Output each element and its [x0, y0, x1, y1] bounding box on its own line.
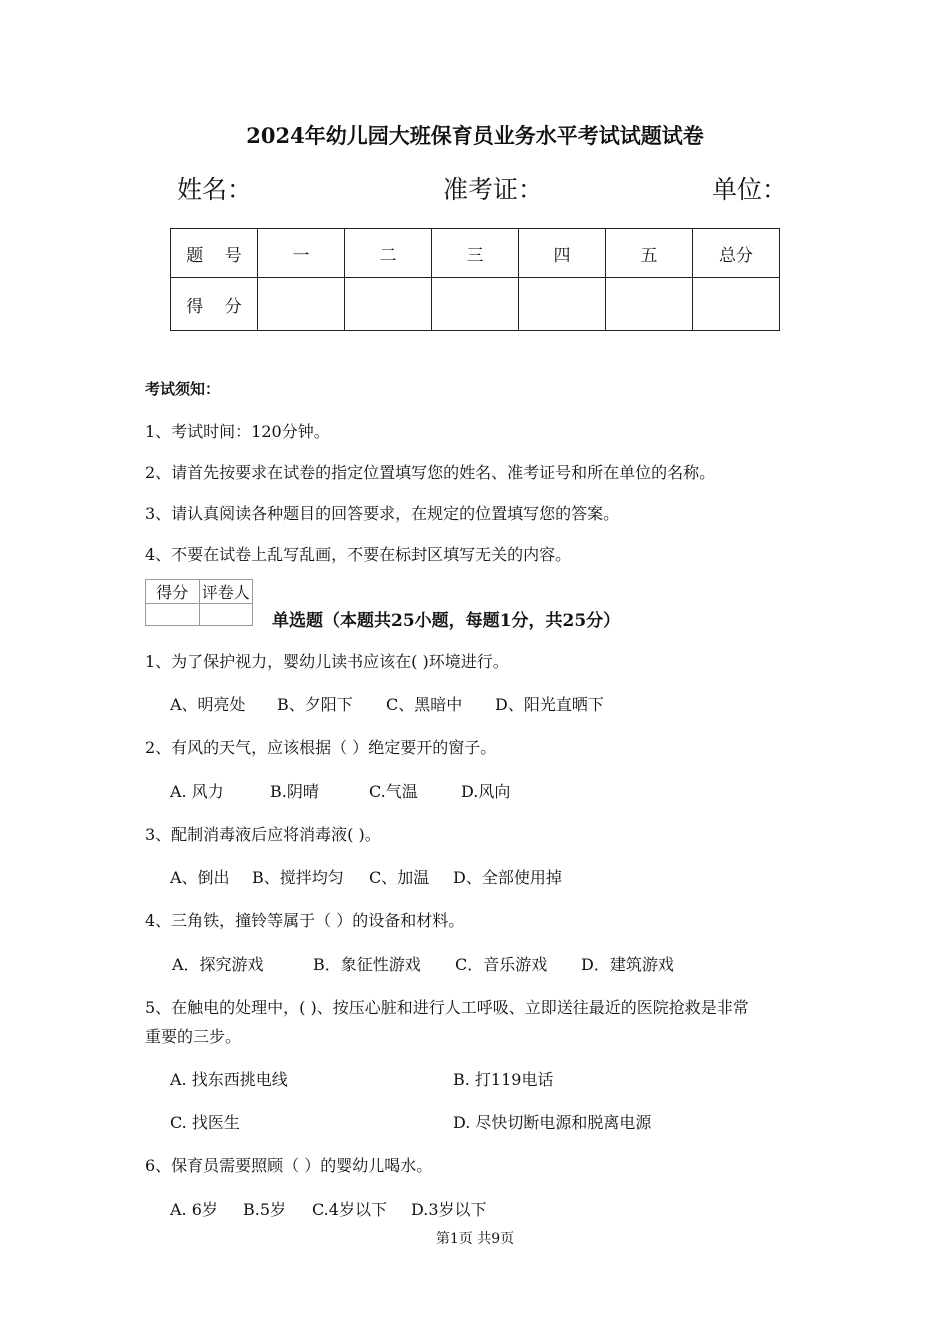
notice-item-4: 4、不要在试卷上乱写乱画，不要在标封区填写无关的内容。	[145, 545, 572, 564]
q2-option-d: D.风向	[461, 782, 511, 801]
notice-item-2: 2、请首先按要求在试卷的指定位置填写您的姓名、准考证号和所在单位的名称。	[145, 463, 716, 482]
question-5-line-1: 5、在触电的处理中，( )、按压心脏和进行人工呼吸、立即送往最近的医院抢救是非常	[145, 998, 749, 1017]
q5-option-d: D. 尽快切断电源和脱离电源	[453, 1113, 652, 1132]
q3-option-c: C、加温	[369, 868, 430, 887]
notice-item-3: 3、请认真阅读各种题目的回答要求，在规定的位置填写您的答案。	[145, 504, 620, 523]
q6-option-c: C.4岁以下	[312, 1200, 387, 1219]
q2-option-c: C.气温	[369, 782, 418, 801]
q4-option-a: A．探究游戏	[172, 955, 264, 974]
q4-option-d: D．建筑游戏	[581, 955, 674, 974]
q3-option-d: D、全部使用掉	[453, 868, 562, 887]
exam-number-label: 准考证：	[443, 175, 544, 204]
page-title: 2024年幼儿园大班保育员业务水平考试试题试卷	[246, 123, 704, 148]
grader-box	[145, 579, 253, 626]
score-cell-1[interactable]	[258, 278, 345, 331]
q2-option-b: B.阴晴	[270, 782, 319, 801]
score-row-label: 得 分	[171, 278, 258, 331]
question-2: 2、有风的天气，应该根据（ ）绝定要开的窗子。	[145, 738, 497, 757]
score-cell-total[interactable]	[693, 278, 780, 331]
score-cell-3[interactable]	[432, 278, 519, 331]
q6-option-d: D.3岁以下	[411, 1200, 487, 1219]
q6-option-b: B.5岁	[243, 1200, 287, 1219]
q5-option-c: C. 找医生	[170, 1113, 240, 1132]
grader-score-label: 得分	[146, 580, 200, 604]
question-4: 4、三角铁，撞铃等属于（ ）的设备和材料。	[145, 911, 465, 930]
unit-label: 单位：	[712, 175, 788, 204]
question-5-line-2: 重要的三步。	[145, 1027, 242, 1046]
score-cell-5[interactable]	[606, 278, 693, 331]
section-title: 单选题（本题共25小题，每题1分，共25分）	[272, 611, 621, 631]
q5-option-b: B. 打119电话	[453, 1070, 554, 1089]
grader-score-cell[interactable]	[146, 604, 200, 626]
score-table	[170, 228, 780, 331]
question-3: 3、配制消毒液后应将消毒液( )。	[145, 825, 381, 844]
q2-option-a: A. 风力	[170, 782, 224, 801]
q3-option-a: A、倒出	[170, 868, 230, 887]
score-table-score-row	[171, 278, 780, 331]
score-col-5: 五	[606, 229, 693, 278]
score-cell-2[interactable]	[345, 278, 432, 331]
notice-heading: 考试须知：	[145, 380, 221, 398]
score-col-4: 四	[519, 229, 606, 278]
page-footer: 第1页 共9页	[435, 1231, 515, 1247]
q1-option-c: C、黑暗中	[386, 695, 463, 714]
score-col-2: 二	[345, 229, 432, 278]
score-col-1: 一	[258, 229, 345, 278]
grader-reviewer-label: 评卷人	[199, 580, 253, 604]
q1-option-d: D、阳光直晒下	[495, 695, 604, 714]
score-table-header-row	[171, 229, 780, 278]
question-6: 6、保育员需要照顾（ ）的婴幼儿喝水。	[145, 1156, 433, 1175]
score-cell-4[interactable]	[519, 278, 606, 331]
q5-option-a: A. 找东西挑电线	[170, 1070, 288, 1089]
q4-option-b: B．象征性游戏	[313, 955, 421, 974]
q6-option-a: A. 6岁	[170, 1200, 218, 1219]
score-col-3: 三	[432, 229, 519, 278]
q1-option-a: A、明亮处	[170, 695, 246, 714]
q3-option-b: B、搅拌均匀	[252, 868, 344, 887]
q4-option-c: C．音乐游戏	[455, 955, 548, 974]
question-1: 1、为了保护视力，婴幼儿读书应该在( )环境进行。	[145, 652, 509, 671]
name-label: 姓名：	[177, 175, 253, 204]
score-table-header-label: 题 号	[171, 229, 258, 278]
notice-item-1: 1、考试时间：120分钟。	[145, 422, 330, 441]
q1-option-b: B、夕阳下	[277, 695, 353, 714]
score-col-total: 总分	[693, 229, 780, 278]
grader-reviewer-cell[interactable]	[199, 604, 253, 626]
